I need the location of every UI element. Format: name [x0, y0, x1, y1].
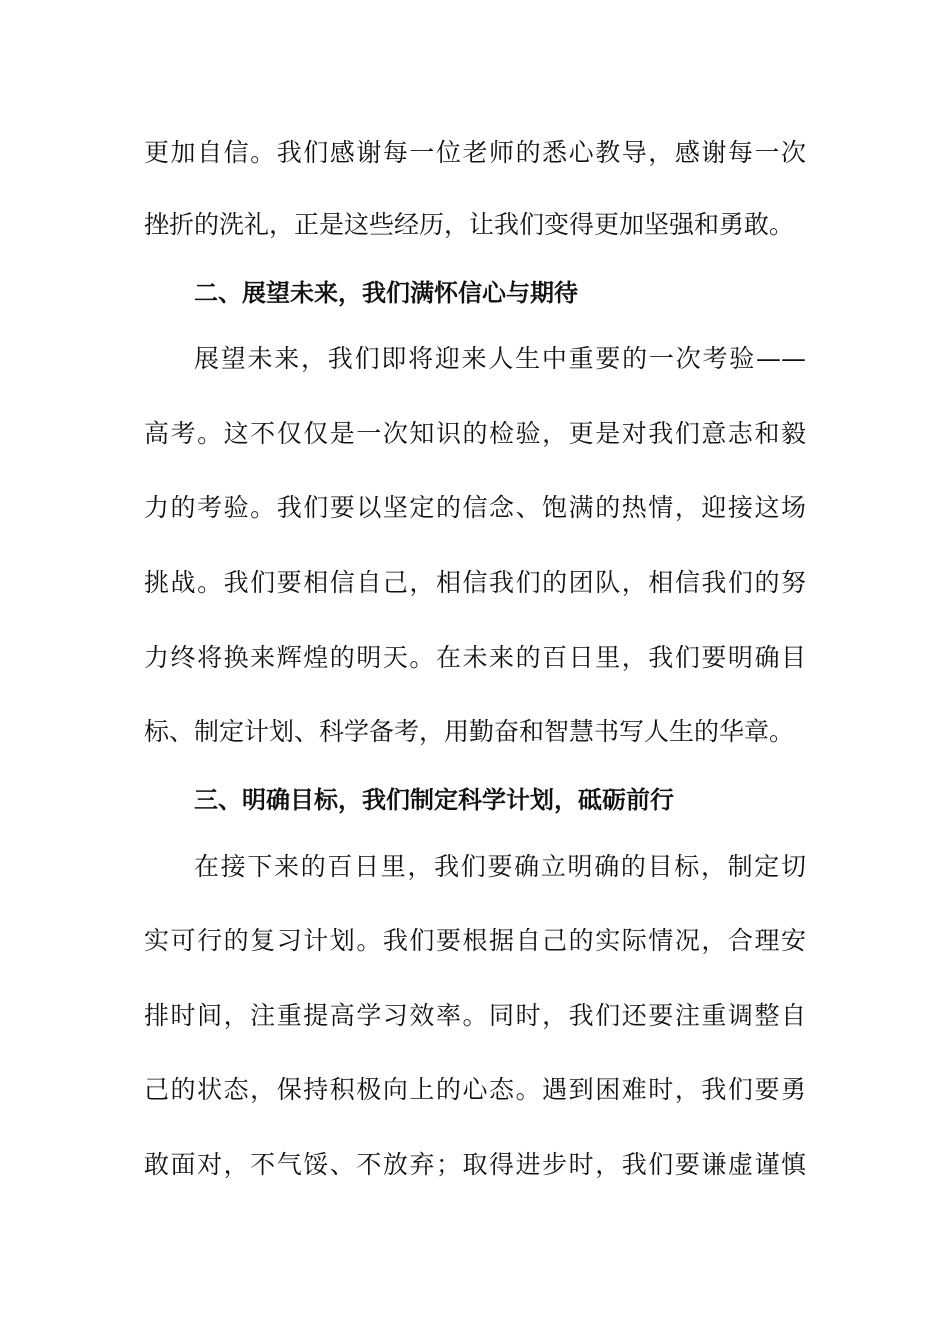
- section-heading-2: 二、展望未来，我们满怀信心与期待: [194, 279, 578, 307]
- paragraph-2-line-1: 展望未来，我们即将迎来人生中重要的一次考验——: [194, 344, 806, 373]
- paragraph-1-line-1: 更加自信。我们感谢每一位老师的悉心教导，感谢每一次: [144, 138, 806, 167]
- paragraph-2-line-6: 标、制定计划、科学备考，用勤奋和智慧书写人生的华章。: [144, 717, 795, 746]
- paragraph-2-line-5: 力终将换来辉煌的明天。在未来的百日里，我们要明确目: [144, 643, 806, 672]
- section-heading-3: 三、明确目标，我们制定科学计划，砥砺前行: [194, 786, 674, 814]
- paragraph-3-line-1: 在接下来的百日里，我们要确立明确的目标，制定切: [194, 852, 806, 881]
- paragraph-2-line-2: 高考。这不仅仅是一次知识的检验，更是对我们意志和毅: [144, 419, 806, 448]
- paragraph-3-line-2: 实可行的复习计划。我们要根据自己的实际情况，合理安: [144, 926, 806, 955]
- paragraph-2-line-4: 挑战。我们要相信自己，相信我们的团队，相信我们的努: [144, 568, 806, 597]
- paragraph-3-line-5: 敢面对，不气馁、不放弃；取得进步时，我们要谦虚谨慎: [144, 1150, 806, 1179]
- paragraph-3-line-3: 排时间，注重提高学习效率。同时，我们还要注重调整自: [144, 1001, 806, 1030]
- paragraph-3-line-4: 己的状态，保持积极向上的心态。遇到困难时，我们要勇: [144, 1075, 806, 1104]
- paragraph-1-line-2: 挫折的洗礼，正是这些经历，让我们变得更加坚强和勇敢。: [144, 210, 795, 239]
- paragraph-2-line-3: 力的考验。我们要以坚定的信念、饱满的热情，迎接这场: [144, 493, 806, 522]
